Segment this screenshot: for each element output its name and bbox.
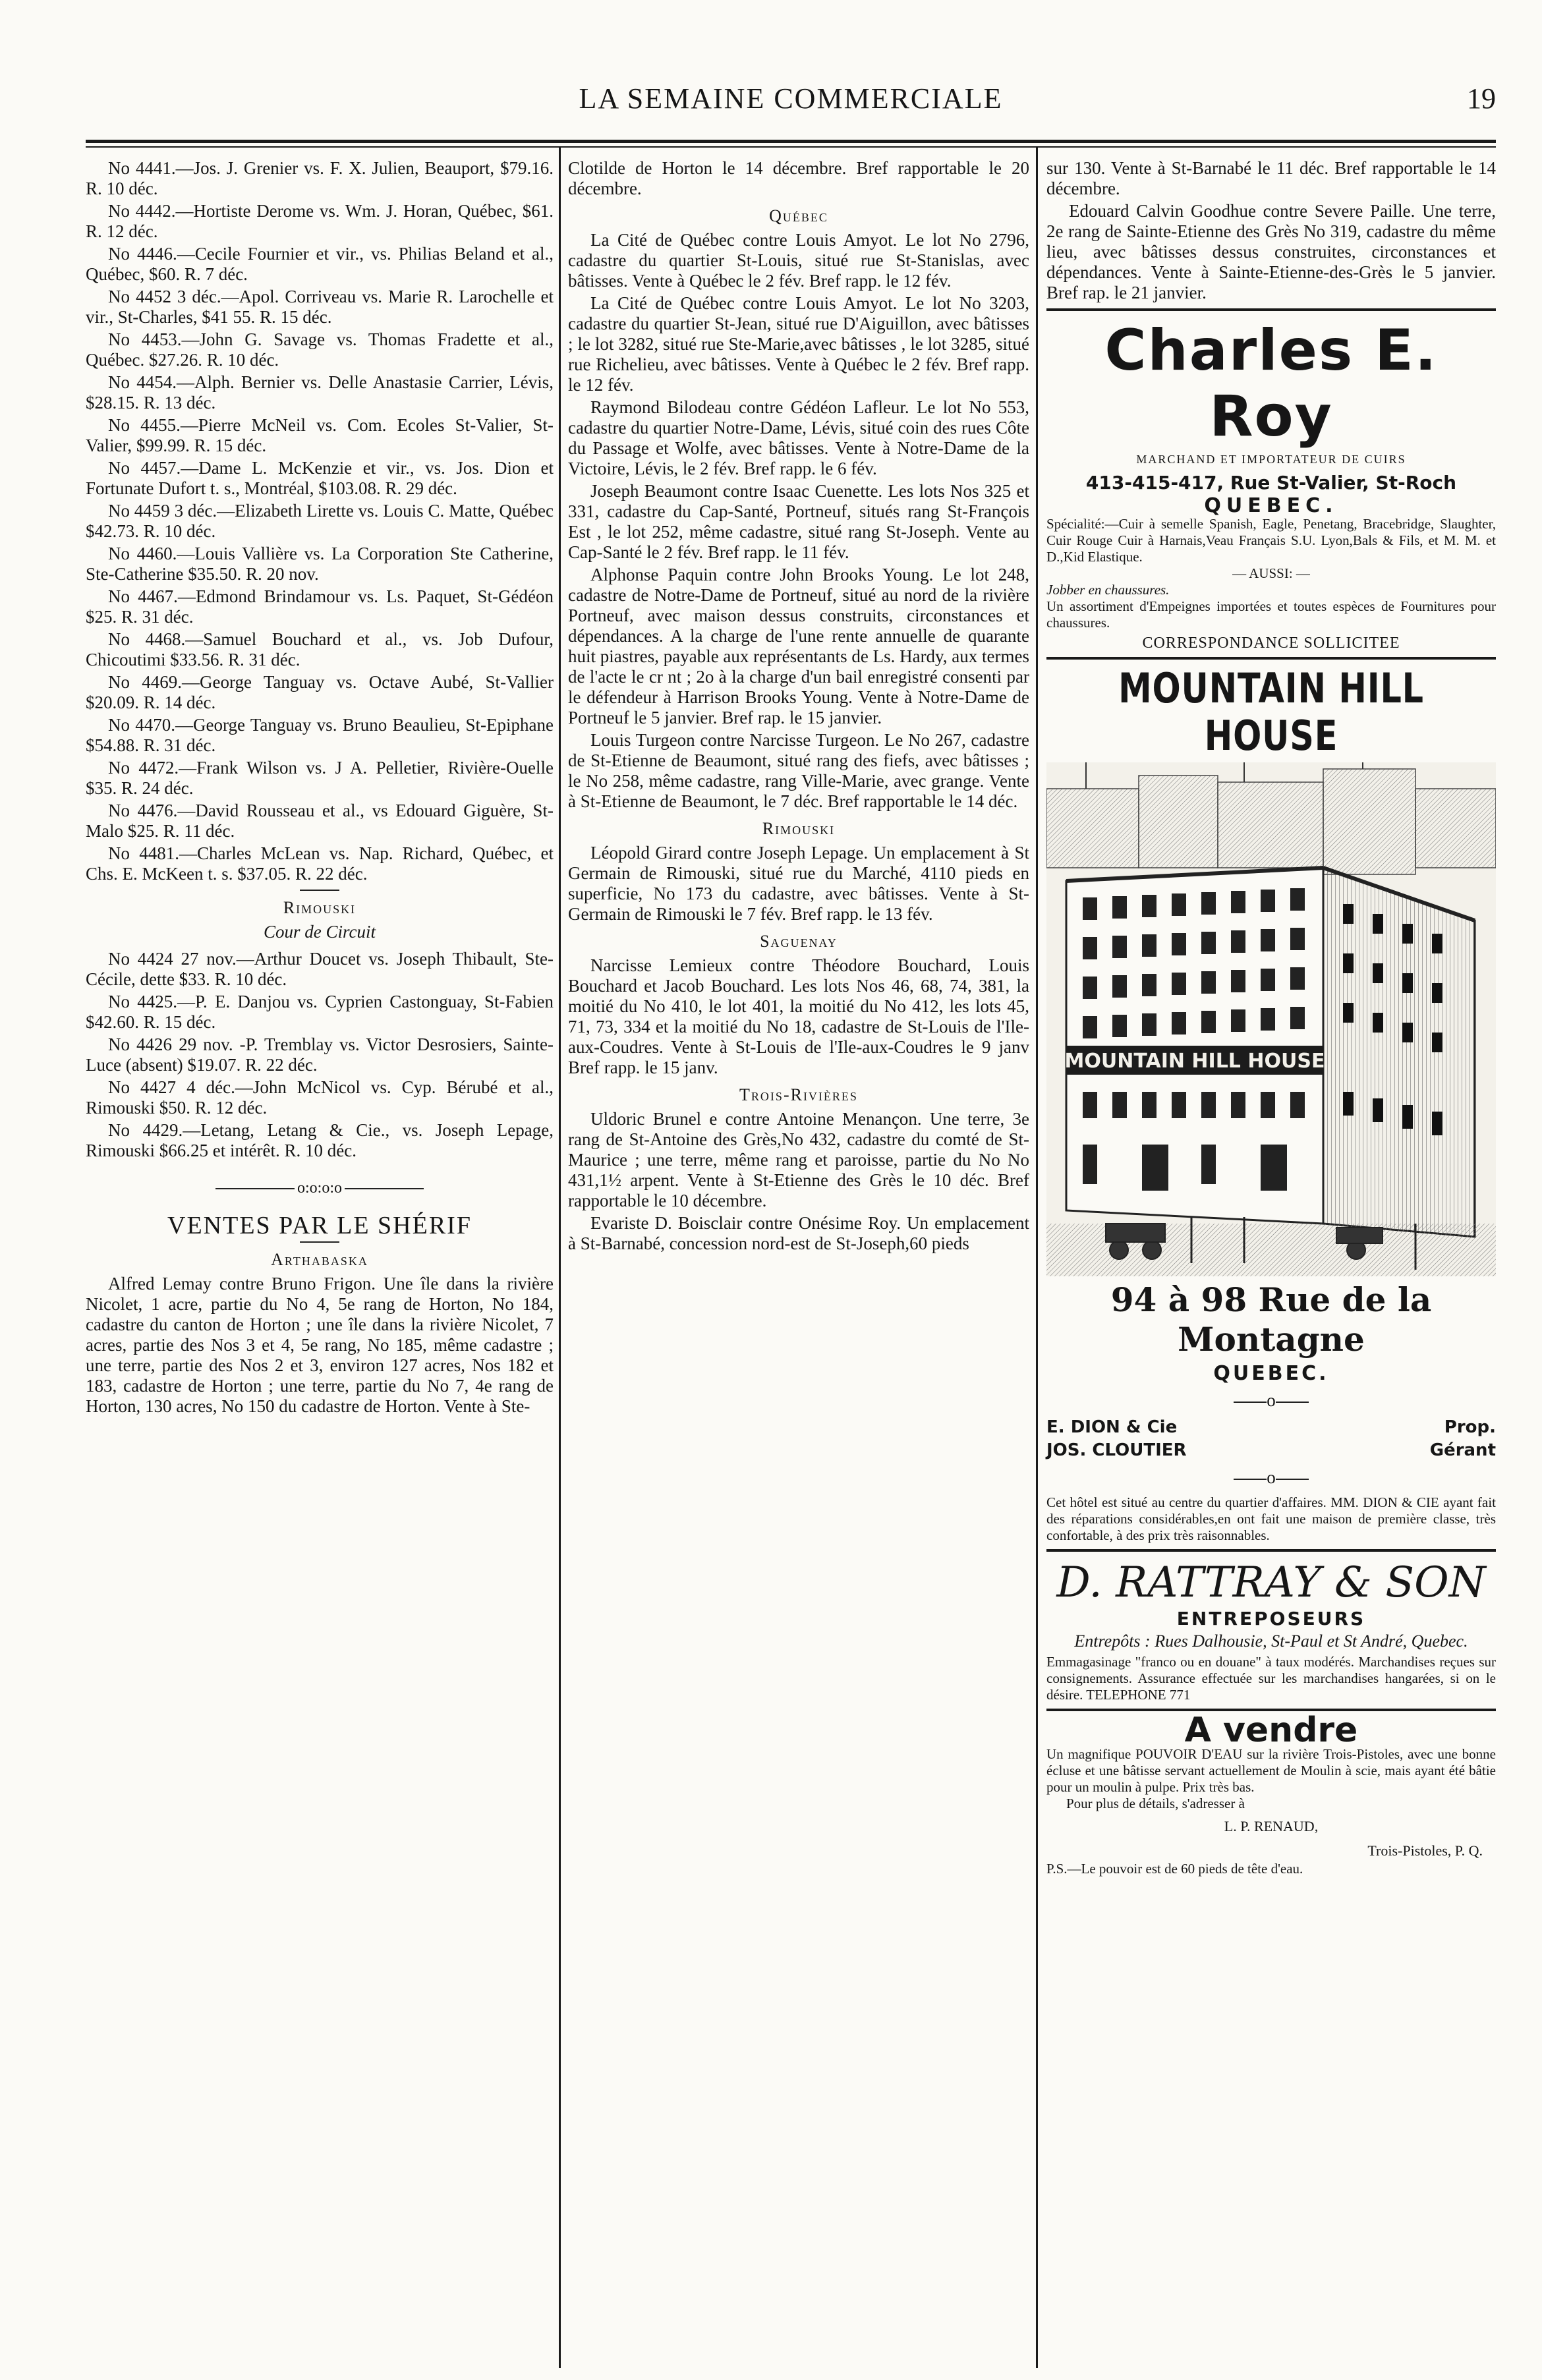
ad-roy-aussi: — AUSSI: — [1232,565,1310,581]
header-rule [86,140,1496,143]
hotel-sign-text: MOUNTAIN HILL HOUSE [1064,1050,1325,1073]
ad-roy-city: QUEBEC. [1204,494,1338,517]
ornament-divider [86,1178,554,1199]
entry: La Cité de Québec contre Louis Amyot. Le lot No 2796, cadastre du quartier St-Louis, situé rue St-Stanislas, avec bâtisses. Vente à Québec le 2 fév. Bref rapp. le 12 fév. [568,230,1029,291]
ad-roy-jobber: Jobber en chaussures. [1046,582,1170,598]
masthead [86,78,1496,124]
entry: No 4467.—Edmond Brindamour vs. Ls. Paquet, St-Gédéon $25. R. 31 déc. [86,586,554,627]
ad-separator: o [1046,1467,1496,1488]
ad-rule [1046,1549,1496,1552]
proprietor-role: Prop. [1444,1417,1496,1437]
ad-roy-assortiment: Un assortiment d'Empeignes importées et toutes espèces de Fournitures pour chaussures. [1046,598,1496,631]
entry: No 4459 3 déc.—Elizabeth Lirette vs. Louis C. Matte, Québec $42.73. R. 10 déc. [86,501,554,541]
entry: Edouard Calvin Goodhue contre Severe Paille. Une terre, 2e rang de Sainte-Etienne des Grès No 319, cadastre du même lieu, avec bâtisses dessus construites, circonstances et dépendances. Vente à Sainte-Etienne-des-Grès le 5 janvier. Bref rap. le 21 janvier. [1046,201,1496,302]
entry: No 4472.—Frank Wilson vs. J A. Pelletier, Rivière-Ouelle $35. R. 24 déc. [86,758,554,798]
entry: La Cité de Québec contre Louis Amyot. Le lot No 3203, cadastre du quartier St-Jean, situé rue D'Aiguillon, avec bâtisses ; le lot 3282, situé rue Ste-Marie,avec bâtisses , le lot 3285, situé rue Richelieu, avec bâtisses. Vente à Québec le 2 fév. Bref rapp. le 12 fév. [568,293,1029,395]
section-heading-rimouski: Rimouski [283,898,357,917]
entry: Alphonse Paquin contre John Brooks Young. Le lot 248, cadastre de Notre-Dame de Portneuf, situé au nord de la rivière Portneuf, avec maison dessus construits, circonstances et dépendances. A la charge de l'une rente annuelle de quarante huit piastres, payable aux représentants de Ls. Hardy, aux termes de l'acte le cr nt ; 2o à la charge d'un bail enregistré consenti par le défendeur à Harrison Brooks Young. Vente à Notre-Dame de Portneuf le 5 janvier. Bref rap. le 15 janvier. [568,565,1030,727]
hotel-engraving-image [1046,762,1496,1276]
column-divider-1 [559,148,561,2368]
section-heading-saguenay: Saguenay [760,932,838,951]
section-rule [300,1241,339,1243]
entry: No 4442.—Hortiste Derome vs. Wm. J. Horan, Québec, $61. R. 12 déc. [86,201,554,241]
section-heading-sherif: VENTES PAR LE SHÉRIF [167,1212,472,1239]
entry: Léopold Girard contre Joseph Lepage. Un emplacement à St Germain de Rimouski, situé rue du Marché, 4110 pieds en superficie, No 173 du cadastre, avec bâtisses. Vente à St-Germain de Rimouski le 7 fév. Bref rapp. le 13 fév. [568,843,1029,924]
entry: No 4457.—Dame L. McKenzie et vir., vs. Jos. Dion et Fortunate Dufort t. s., Montréal, $103.08. R. 29 déc. [86,458,554,498]
ad-hotel-title: MOUNTAIN HILL HOUSE [1118,664,1424,760]
entry: Uldoric Brunel e contre Antoine Menançon. Une terre, 3e rang de St-Antoine des Grès,No 432, cadastre du comté de St-Maurice ; une terre, même rang et paroisse, partie du No No 431,1½ arpent. Vente à St-Etienne des Grès le 10 déc. Bref rapportable le 10 décembre. [568,1109,1029,1210]
page-number: 19 [1467,82,1496,115]
entry: No 4470.—George Tanguay vs. Bruno Beaulieu, St-Epiphane $54.88. R. 31 déc. [86,715,554,755]
entry: No 4425.—P. E. Danjou vs. Cyprien Castonguay, St-Fabien $42.60. R. 15 déc. [86,992,554,1032]
entry: sur 130. Vente à St-Barnabé le 11 déc. Bref rapportable le 14 décembre. [1046,158,1496,198]
ad-vendre-description: Un magnifique POUVOIR D'EAU sur la rivière Trois-Pistoles, avec une bonne écluse et une bâtisse servant actuellement de Moulin à scie, mais ayant été bâtie pour un moulin à pulpe. Prix très bas. [1046,1746,1496,1795]
manager-role: Gérant [1429,1440,1496,1460]
ad-rule [1046,308,1496,311]
entry: No 4446.—Cecile Fournier et vir., vs. Philias Beland et al., Québec, $60. R. 7 déc. [86,244,554,284]
section-heading-trois-rivieres: Trois-Rivières [739,1085,858,1104]
ad-hotel-description: Cet hôtel est situé au centre du quartier d'affaires. MM. DION & CIE ayant fait des réparations considérables,en ont fait une maison de première classe, très confortable, à des prix très raisonnables. [1046,1494,1496,1543]
proprietor-name: E. DION & Cie [1046,1417,1178,1437]
entry: Clotilde de Horton le 14 décembre. Bref rapportable le 20 décembre. [568,158,1029,198]
section-heading-arthabaska: Arthabaska [271,1250,368,1269]
ad-rattray [1046,1558,1496,1703]
entry: No 4427 4 déc.—John McNicol vs. Cyp. Bérubé et al., Rimouski $50. R. 12 déc. [86,1077,554,1118]
ad-vendre-contact: Pour plus de détails, s'adresser à [1066,1796,1245,1811]
ad-separator: o [1046,1390,1496,1411]
column-divider-2 [1036,148,1038,2368]
entry: No 4460.—Louis Vallière vs. La Corporation Ste Catherine, Ste-Catherine $35.50. R. 20 nov. [86,544,554,584]
ad-vendre-name: L. P. RENAUD, [1224,1818,1319,1834]
ad-roy-address: 413-415-417, Rue St-Valier, St-Roch [1085,472,1457,494]
ad-a-vendre [1046,1711,1496,1877]
column-2 [568,158,1029,1256]
column-3 [1046,158,1496,1877]
entry: Evariste D. Boisclair contre Onésime Roy. Un emplacement à St-Barnabé, concession nord-est de St-Joseph,60 pieds [568,1213,1029,1253]
entry: No 4455.—Pierre McNeil vs. Com. Ecoles St-Valier, St-Valier, $99.99. R. 15 déc. [86,415,554,455]
ad-roy-specialite: Spécialité:—Cuir à semelle Spanish, Eagle, Penetang, Bracebridge, Slaughter, Cuir Rouge Cuir à Harnais,Veau Français S.U. Lyon,Bals & Fils, et M. M. et D.,Kid Elastique. [1046,516,1496,565]
newspaper-title: LA SEMAINE COMMERCIALE [579,82,1003,115]
ad-roy-subtitle: MARCHAND ET IMPORTATEUR DE CUIRS [1136,453,1406,466]
section-heading-quebec: Québec [769,206,828,225]
entry: No 4452 3 déc.—Apol. Corriveau vs. Marie R. Larochelle et vir., St-Charles, $41 55. R. 15 déc. [86,287,554,327]
section-rule [300,890,339,891]
column-1 [86,158,554,1419]
entry: Louis Turgeon contre Narcisse Turgeon. Le No 267, cadastre de St-Etienne de Beaumont, situé rang des fiefs, avec bâtisses ; le No 258, même cadastre, rang Ville-Marie, avec grange. Vente à St-Etienne de Beaumont, le 7 déc. Bref rapportable le 14 déc. [568,730,1029,811]
manager-name: JOS. CLOUTIER [1046,1440,1187,1460]
ad-roy-correspondance: CORRESPONDANCE SOLLICITEE [1142,635,1400,652]
ad-vendre-place: Trois-Pistoles, P. Q. [1367,1842,1483,1859]
entry: No 4476.—David Rousseau et al., vs Edouard Giguère, St-Malo $25. R. 11 déc. [86,801,554,841]
ornament-text: o:o:o:o [297,1179,342,1197]
entry: No 4429.—Letang, Letang & Cie., vs. Joseph Lepage, Rimouski $66.25 et intérêt. R. 10 déc. [86,1120,554,1160]
header-rule-thin [86,146,1496,148]
entry: Narcisse Lemieux contre Théodore Bouchard, Louis Bouchard et Jacob Bouchard. Les lots Nos 46, 68, 74, 381, la moitié du No 410, le lot 401, la moitié du No 412, les lots 45, 71, 73, 334 et la moitié du No 18, cadastre de St-Louis de l'Ile-aux-Coudres. Vente à St-Louis de l'Ile-aux-Coudres le 9 janv Bref rapp. le 15 janv. [568,955,1029,1077]
entry: Alfred Lemay contre Bruno Frigon. Une île dans la rivière Nicolet, 1 acre, partie du No 4, 5e rang de Horton, No 184, cadastre du canton de Horton ; une île dans la rivière Nicolet, 7 acres, partie des Nos 3 et 4, 5e rang, No 185, même cadastre ; une terre, partie des Nos 2 et 3, environ 127 acres, Nos 182 et 183, cadastre de Horton ; une terre, partie du No 7, 4e rang de Horton, 130 acres, No 150 du cadastre de Horton. Vente à Ste- [86,1274,554,1416]
section-subheading-cour: Cour de Circuit [263,922,376,942]
entry: No 4453.—John G. Savage vs. Thomas Fradette et al., Québec. $27.26. R. 10 déc. [86,329,554,370]
ad-rattray-role: ENTREPOSEURS [1176,1608,1366,1629]
ad-hotel-manager [1046,1440,1496,1461]
entry: No 4424 27 nov.—Arthur Doucet vs. Joseph Thibault, Ste-Cécile, dette $33. R. 10 déc. [86,949,554,989]
entry: No 4481.—Charles McLean vs. Nap. Richard, Québec, et Chs. E. McKeen t. s. $37.05. R. 22 déc. [86,843,554,884]
ad-vendre-ps: P.S.—Le pouvoir est de 60 pieds de tête d'eau. [1046,1861,1303,1877]
ad-rule [1046,657,1496,660]
entry: Joseph Beaumont contre Isaac Cuenette. Les lots Nos 325 et 331, cadastre du Cap-Santé, Portneuf, situés rang St-François Est , le lot 252, même cadastre, situé rang St-Joseph. Vente au Cap-Santé le 2 fév. Bref rapp. le 11 fév. [568,481,1029,562]
entry: No 4454.—Alph. Bernier vs. Delle Anastasie Carrier, Lévis, $28.15. R. 13 déc. [86,372,554,412]
ad-mountain-hill-house [1046,665,1496,1544]
ad-hotel-city: QUEBEC. [1213,1362,1329,1385]
ad-vendre-title: A vendre [1184,1711,1358,1750]
section-heading-rimouski-2: Rimouski [762,819,836,838]
ad-charles-roy [1046,318,1496,652]
entry: No 4426 29 nov. -P. Tremblay vs. Victor Desrosiers, Sainte-Luce (absent) $19.07. R. 22 déc. [86,1034,554,1075]
ad-hotel-street: 94 à 98 Rue de la Montagne [1110,1280,1432,1359]
entry: No 4468.—Samuel Bouchard et al., vs. Job Dufour, Chicoutimi $33.56. R. 31 déc. [86,629,554,669]
entry: No 4441.—Jos. J. Grenier vs. F. X. Julien, Beauport, $79.16. R. 10 déc. [86,158,554,198]
ad-roy-name: Charles E. Roy [1104,318,1438,449]
entry: No 4469.—George Tanguay vs. Octave Aubé, St-Vallier $20.09. R. 14 déc. [86,672,554,712]
ad-rattray-description: Emmagasinage "franco ou en douane" à taux modérés. Marchandises reçues sur consignements. Assurance effectuée sur les marchandises hangarées, si on le désire. TELEPHONE 771 [1046,1654,1496,1703]
ad-rattray-depots: Entrepôts : Rues Dalhousie, St-Paul et St André, Quebec. [1074,1631,1468,1651]
entry: Raymond Bilodeau contre Gédéon Lafleur. Le lot No 553, cadastre du quartier Notre-Dame, Lévis, situé coin des rues Côte du Passage et Wolfe, avec bâtisses. Vente à Notre-Dame de la Victoire, Lévis, le 2 fév. Bref rapp. le 6 fév. [568,397,1029,478]
ad-hotel-proprietor [1046,1417,1496,1438]
ad-rattray-name: D. RATTRAY & SON [1056,1558,1486,1607]
